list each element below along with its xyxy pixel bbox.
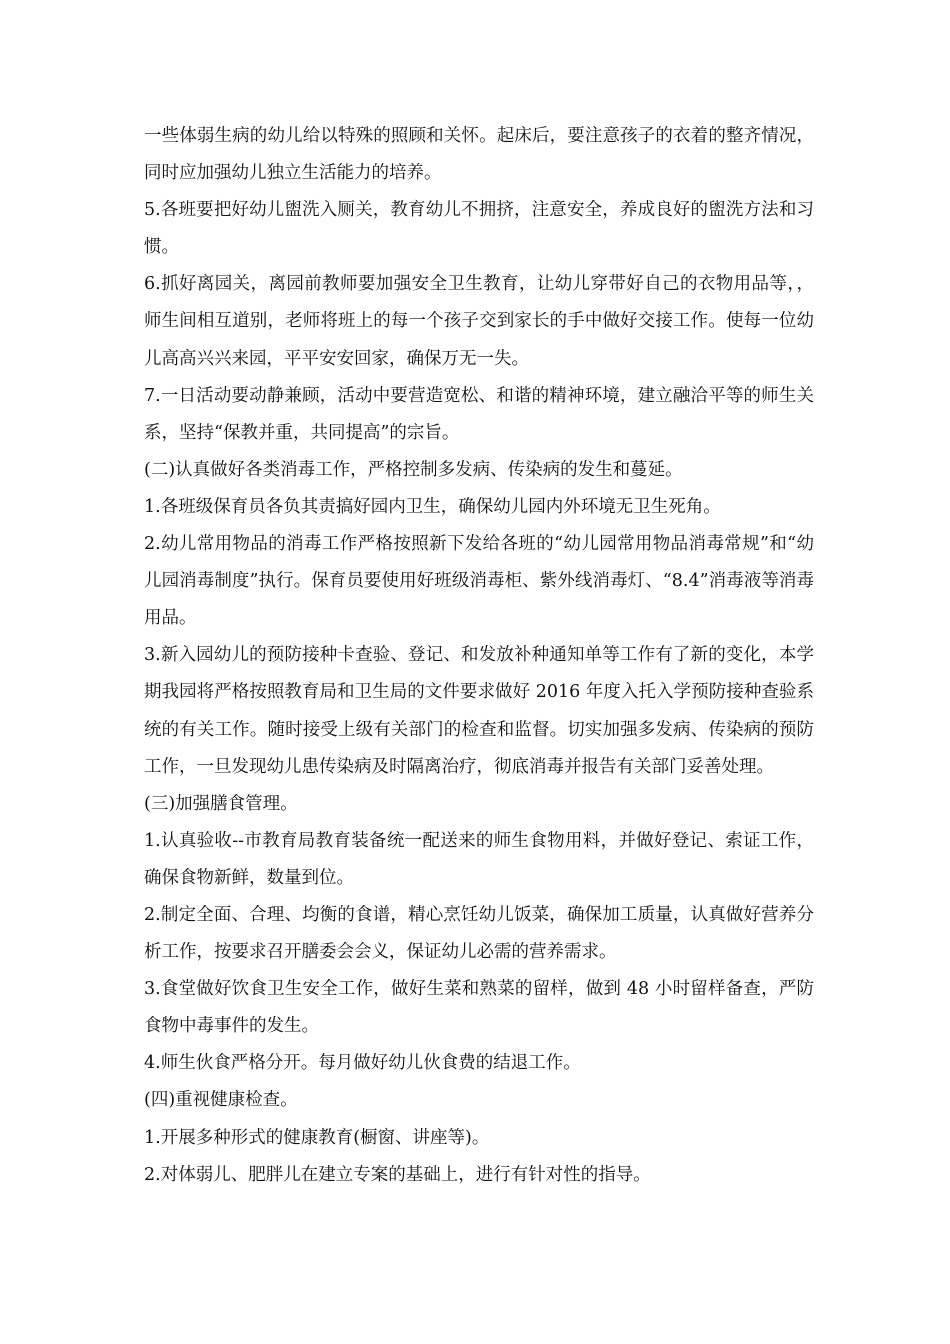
paragraph: 3.食堂做好饮食卫生安全工作，做好生菜和熟菜的留样，做到 48 小时留样备查，严防食物中毒事件的发生。 (144, 979, 814, 1037)
section-heading: (三)加强膳食管理。 (144, 793, 298, 814)
paragraph: 2.幼儿常用物品的消毒工作严格按照新下发给各班的“幼儿园常用物品消毒常规”和“幼儿园消毒制度”执行。保育员要使用好班级消毒柜、紫外线消毒灯、“8.4”消毒液等消毒用品。 (144, 534, 814, 629)
section-heading: (二)认真做好各类消毒工作，严格控制多发病、传染病的发生和蔓延。 (144, 459, 683, 480)
paragraph: 3.新入园幼儿的预防接种卡查验、登记、和发放补种通知单等工作有了新的变化，本学期我园将严格按照教育局和卫生局的文件要求做好 2016 年度入托入学预防接种查验系统的有关工作。随时接受上级有关部门的检查和监督。切实加强多发病、传染病的预防工作，一旦发现幼儿患传染病及时隔离治疗，彻底消毒并报告有关部门妥善处理。 (144, 645, 814, 777)
paragraph: 1.认真验收--市教育局教育装备统一配送来的师生食物用料，并做好登记、索证工作，确保食物新鲜，数量到位。 (144, 830, 814, 888)
paragraph: 4.师生伙食严格分开。每月做好幼儿伙食费的结退工作。 (144, 1053, 581, 1074)
document-body (144, 118, 814, 1194)
paragraph: 一些体弱生病的幼儿给以特殊的照顾和关怀。起床后，要注意孩子的衣着的整齐情况，同时应加强幼儿独立生活能力的培养。 (144, 126, 814, 184)
paragraph: 7.一日活动要动静兼顾，活动中要营造宽松、和谐的精神环境，建立融洽平等的师生关系，坚持“保教并重，共同提高”的宗旨。 (144, 385, 814, 443)
paragraph: 1.开展多种形式的健康教育(橱窗、讲座等)。 (144, 1127, 490, 1148)
paragraph: 2.对体弱儿、肥胖儿在建立专案的基础上，进行有针对性的指导。 (144, 1164, 651, 1185)
paragraph: 2.制定全面、合理、均衡的食谱，精心烹饪幼儿饭菜，确保加工质量，认真做好营养分析工作，按要求召开膳委会会义，保证幼儿必需的营养需求。 (144, 904, 814, 963)
paragraph: 1.各班级保育员各负其责搞好园内卫生，确保幼儿园内外环境无卫生死角。 (144, 496, 721, 517)
paragraph: 5.各班要把好幼儿盥洗入厕关，教育幼儿不拥挤，注意安全，养成良好的盥洗方法和习惯。 (144, 200, 814, 258)
paragraph: 6.抓好离园关，离园前教师要加强安全卫生教育，让幼儿穿带好自己的衣物用品等，，师生间相互道别，老师将班上的每一个孩子交到家长的手中做好交接工作。使每一位幼儿高高兴兴来园，平平安安回家，确保万无一失。 (144, 274, 814, 369)
section-heading: (四)重视健康检查。 (144, 1090, 298, 1111)
